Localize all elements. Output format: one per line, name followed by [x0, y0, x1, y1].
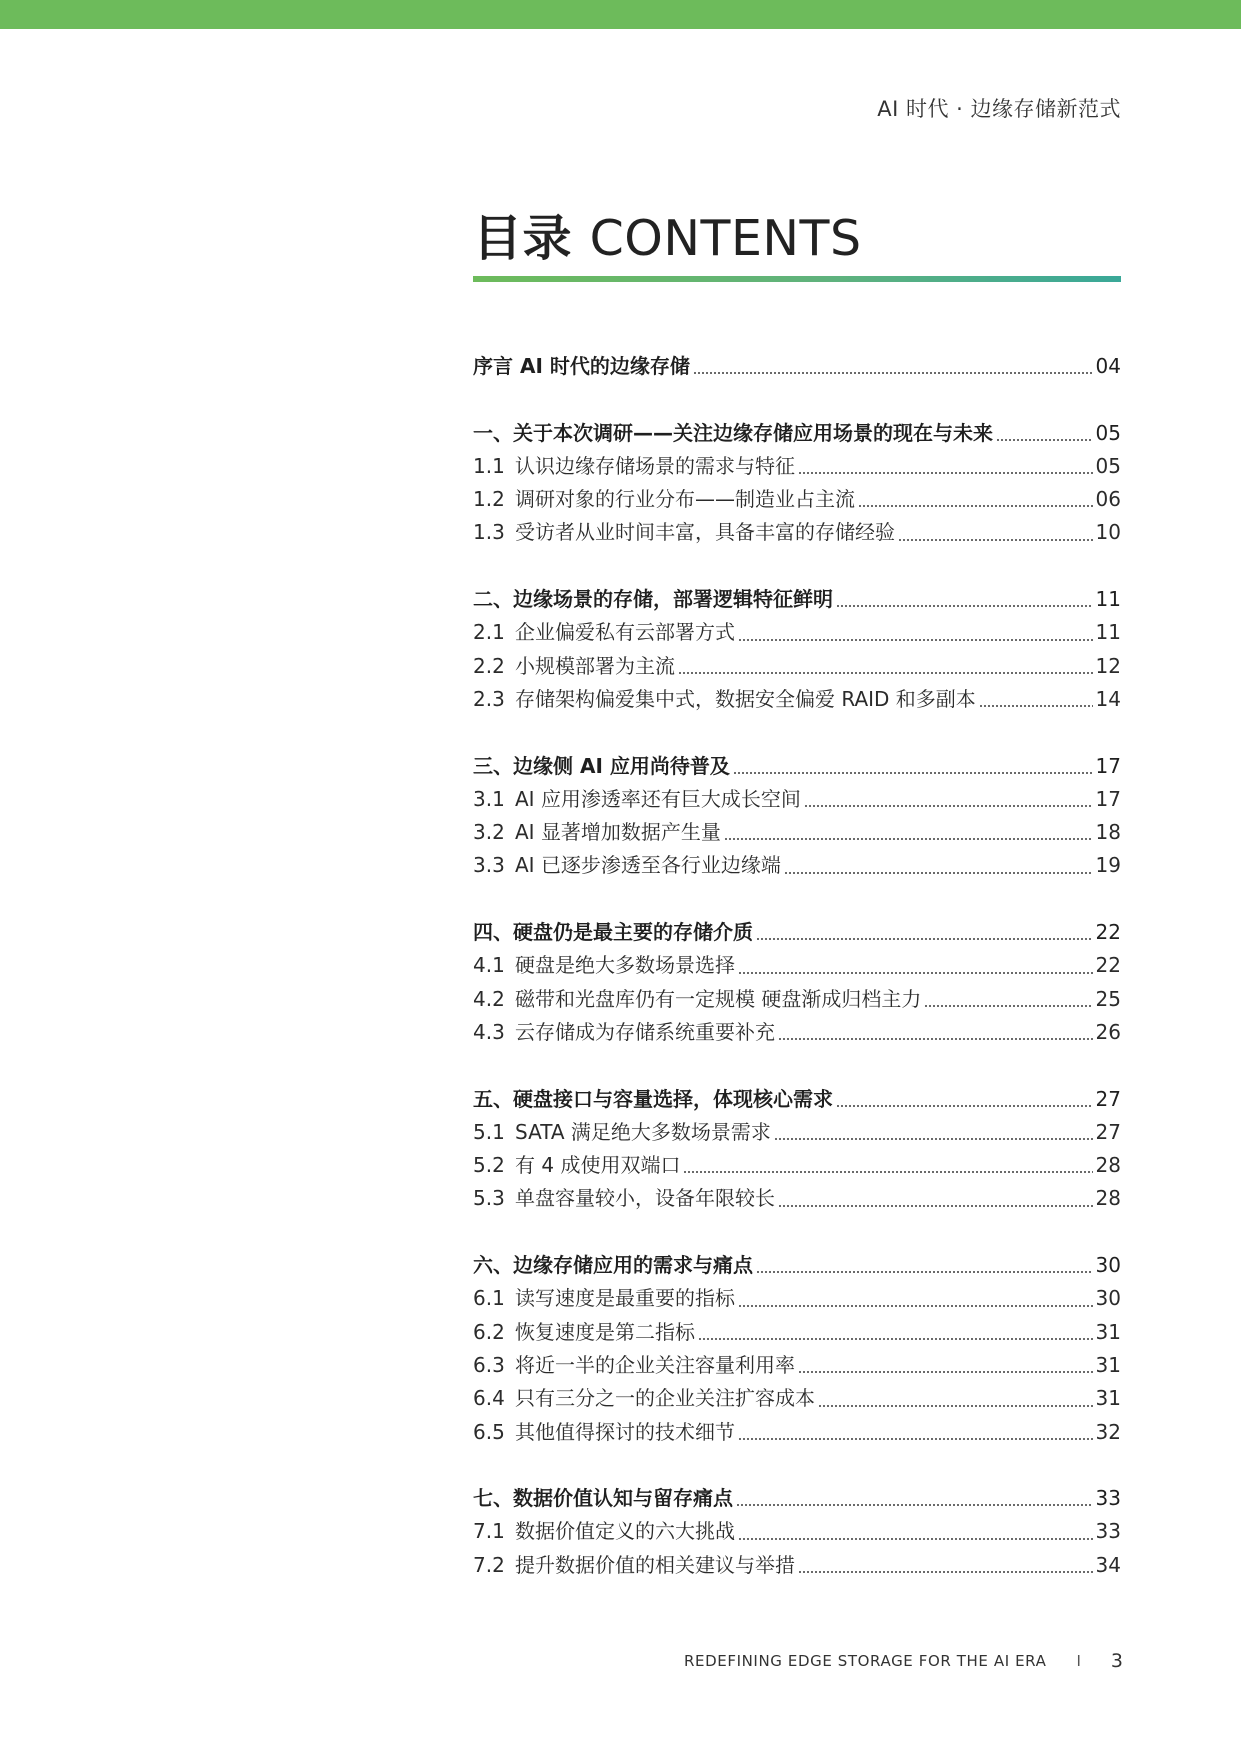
- footer-running-title: REDEFINING EDGE STORAGE FOR THE AI ERA: [684, 1652, 1047, 1670]
- toc-entry-label: 二、边缘场景的存储，部署逻辑特征鲜明: [473, 587, 833, 612]
- footer-separator: I: [1076, 1652, 1081, 1670]
- toc-group: [473, 916, 1121, 1049]
- toc-page-number: 33: [1095, 1486, 1121, 1511]
- toc-section-entry[interactable]: [473, 783, 1121, 816]
- toc-entry-label: 单盘容量较小，设备年限较长: [515, 1186, 775, 1211]
- toc-section-entry[interactable]: [473, 1515, 1121, 1548]
- toc-section-entry[interactable]: [473, 1182, 1121, 1215]
- top-accent-bar: [0, 0, 1241, 29]
- dot-leader: [784, 872, 1093, 874]
- toc-page-number: 19: [1095, 853, 1121, 878]
- toc-page-number: 22: [1095, 953, 1121, 978]
- toc-group: [473, 750, 1121, 883]
- toc-section-entry[interactable]: [473, 849, 1121, 882]
- toc-chapter-entry[interactable]: [473, 1083, 1121, 1116]
- toc-section-number: 3.1: [473, 786, 505, 811]
- dot-leader: [756, 938, 1093, 940]
- dot-leader: [996, 439, 1093, 441]
- toc-entry-label: 有 4 成使用双端口: [515, 1153, 681, 1178]
- dot-leader: [756, 1271, 1093, 1273]
- toc-entry-label: 五、硬盘接口与容量选择，体现核心需求: [473, 1086, 833, 1111]
- toc-page-number: 31: [1095, 1386, 1121, 1411]
- toc-page-number: 11: [1095, 620, 1121, 645]
- toc-entry-label: 磁带和光盘库仍有一定规模 硬盘渐成归档主力: [515, 986, 922, 1011]
- toc-page-number: 04: [1095, 354, 1121, 378]
- toc-entry-label: 提升数据价值的相关建议与举措: [515, 1552, 795, 1577]
- dot-leader: [798, 1371, 1093, 1373]
- toc-chapter-entry[interactable]: [473, 1249, 1121, 1282]
- toc-page-number: 25: [1095, 986, 1121, 1011]
- toc-chapter-entry[interactable]: [473, 417, 1121, 450]
- toc-entry-label: 七、数据价值认知与留存痛点: [473, 1486, 733, 1511]
- dot-leader: [798, 472, 1093, 474]
- dot-leader: [738, 639, 1093, 641]
- toc-entry-label: 小规模部署为主流: [515, 653, 675, 678]
- toc-section-entry[interactable]: [473, 949, 1121, 982]
- toc-entry-label: 数据价值定义的六大挑战: [515, 1519, 735, 1544]
- toc-section-number: 6.5: [473, 1419, 505, 1444]
- toc-page-number: 27: [1095, 1119, 1121, 1144]
- toc-section-number: 1.3: [473, 520, 505, 545]
- toc-entry-label: 只有三分之一的企业关注扩容成本: [515, 1386, 815, 1411]
- dot-leader: [678, 672, 1093, 674]
- toc-page-number: 27: [1095, 1086, 1121, 1111]
- toc-entry-label: 云存储成为存储系统重要补充: [515, 1019, 775, 1044]
- running-header: AI 时代 · 边缘存储新范式: [877, 97, 1121, 121]
- dot-leader: [804, 805, 1093, 807]
- toc-group: [473, 1249, 1121, 1449]
- toc-section-entry[interactable]: [473, 1382, 1121, 1415]
- toc-section-number: 5.2: [473, 1153, 505, 1178]
- toc-chapter-entry[interactable]: [473, 916, 1121, 949]
- toc-section-number: 1.1: [473, 453, 505, 478]
- toc-chapter-entry[interactable]: [473, 1482, 1121, 1515]
- toc-group: [473, 350, 1121, 383]
- toc-section-entry[interactable]: [473, 1116, 1121, 1149]
- toc-page-number: 28: [1095, 1186, 1121, 1211]
- page-number: 3: [1110, 1650, 1123, 1672]
- toc-section-number: 3.3: [473, 853, 505, 878]
- toc-section-number: 4.3: [473, 1019, 505, 1044]
- dot-leader: [818, 1405, 1093, 1407]
- toc-section-number: 6.3: [473, 1352, 505, 1377]
- toc-section-entry[interactable]: [473, 1549, 1121, 1582]
- toc-section-number: 3.2: [473, 820, 505, 845]
- dot-leader: [738, 972, 1093, 974]
- dot-leader: [979, 705, 1093, 707]
- toc-page-number: 11: [1095, 587, 1121, 612]
- toc-page-number: 14: [1095, 686, 1121, 711]
- dot-leader: [738, 1305, 1093, 1307]
- contents-heading: [473, 200, 862, 270]
- toc-section-entry[interactable]: [473, 983, 1121, 1016]
- toc-group: [473, 583, 1121, 716]
- toc-entry-label: 一、关于本次调研——关注边缘存储应用场景的现在与未来: [473, 420, 993, 445]
- toc-page-number: 05: [1095, 453, 1121, 478]
- dot-leader: [898, 539, 1093, 541]
- toc-page-number: 28: [1095, 1153, 1121, 1178]
- toc-page-number: 30: [1095, 1253, 1121, 1278]
- toc-section-number: 6.1: [473, 1286, 505, 1311]
- toc-group: [473, 1482, 1121, 1582]
- dot-leader: [778, 1205, 1093, 1207]
- toc-entry-label: 序言 AI 时代的边缘存储: [473, 354, 690, 378]
- toc-section-number: 7.1: [473, 1519, 505, 1544]
- dot-leader: [683, 1171, 1092, 1173]
- toc-page-number: 26: [1095, 1019, 1121, 1044]
- toc-entry-label: AI 显著增加数据产生量: [515, 820, 721, 845]
- toc-section-entry[interactable]: [473, 1282, 1121, 1315]
- toc-entry-label: 恢复速度是第二指标: [515, 1319, 695, 1344]
- dot-leader: [698, 1338, 1093, 1340]
- table-of-contents: [473, 350, 1121, 1615]
- toc-section-number: 1.2: [473, 487, 505, 512]
- toc-section-number: 4.1: [473, 953, 505, 978]
- toc-entry-label: 认识边缘存储场景的需求与特征: [515, 453, 795, 478]
- contents-heading-latin: CONTENTS: [589, 210, 862, 267]
- toc-page-number: 30: [1095, 1286, 1121, 1311]
- toc-page-number: 32: [1095, 1419, 1121, 1444]
- toc-section-entry[interactable]: [473, 650, 1121, 683]
- toc-entry-label: SATA 满足绝大多数场景需求: [515, 1119, 771, 1144]
- toc-section-number: 4.2: [473, 986, 505, 1011]
- dot-leader: [836, 1105, 1093, 1107]
- toc-page-number: 06: [1095, 487, 1121, 512]
- toc-page-number: 34: [1095, 1552, 1121, 1577]
- toc-page-number: 22: [1095, 920, 1121, 945]
- toc-entry-label: 四、硬盘仍是最主要的存储介质: [473, 920, 753, 945]
- toc-entry-label: 读写速度是最重要的指标: [515, 1286, 735, 1311]
- dot-leader: [798, 1571, 1093, 1573]
- toc-page-number: 17: [1095, 786, 1121, 811]
- toc-section-number: 2.3: [473, 686, 505, 711]
- dot-leader: [924, 1005, 1092, 1007]
- toc-section-entry[interactable]: [473, 483, 1121, 516]
- toc-section-entry[interactable]: [473, 450, 1121, 483]
- toc-entry-label: 受访者从业时间丰富，具备丰富的存储经验: [515, 520, 895, 545]
- toc-section-number: 2.1: [473, 620, 505, 645]
- toc-page-number: 12: [1095, 653, 1121, 678]
- toc-entry-label: 六、边缘存储应用的需求与痛点: [473, 1253, 753, 1278]
- toc-page-number: 10: [1095, 520, 1121, 545]
- heading-underline: [473, 276, 1121, 282]
- toc-chapter-entry[interactable]: [473, 350, 1121, 383]
- toc-section-entry[interactable]: [473, 1016, 1121, 1049]
- toc-group: [473, 1083, 1121, 1216]
- dot-leader: [733, 772, 1093, 774]
- toc-chapter-entry[interactable]: [473, 583, 1121, 616]
- contents-heading-cjk: 目录: [473, 210, 573, 267]
- toc-entry-label: 存储架构偏爱集中式，数据安全偏爱 RAID 和多副本: [515, 686, 976, 711]
- dot-leader: [736, 1504, 1093, 1506]
- toc-entry-label: 三、边缘侧 AI 应用尚待普及: [473, 753, 730, 778]
- toc-entry-label: AI 应用渗透率还有巨大成长空间: [515, 786, 801, 811]
- toc-section-number: 6.4: [473, 1386, 505, 1411]
- toc-page-number: 05: [1095, 420, 1121, 445]
- toc-section-number: 6.2: [473, 1319, 505, 1344]
- toc-section-number: 5.3: [473, 1186, 505, 1211]
- page-footer: [684, 1650, 1123, 1672]
- toc-entry-label: 硬盘是绝大多数场景选择: [515, 953, 735, 978]
- toc-section-entry[interactable]: [473, 1149, 1121, 1182]
- toc-entry-label: 其他值得探讨的技术细节: [515, 1419, 735, 1444]
- toc-section-entry[interactable]: [473, 683, 1121, 716]
- toc-section-entry[interactable]: [473, 1416, 1121, 1449]
- toc-chapter-entry[interactable]: [473, 750, 1121, 783]
- dot-leader: [778, 1038, 1093, 1040]
- toc-group: [473, 417, 1121, 550]
- toc-page-number: 31: [1095, 1319, 1121, 1344]
- dot-leader: [774, 1138, 1093, 1140]
- toc-page-number: 17: [1095, 753, 1121, 778]
- toc-section-number: 5.1: [473, 1119, 505, 1144]
- toc-page-number: 18: [1095, 820, 1121, 845]
- toc-section-entry[interactable]: [473, 816, 1121, 849]
- dot-leader: [738, 1538, 1093, 1540]
- dot-leader: [724, 838, 1093, 840]
- dot-leader: [738, 1438, 1093, 1440]
- toc-section-number: 2.2: [473, 653, 505, 678]
- dot-leader: [836, 605, 1093, 607]
- toc-section-entry[interactable]: [473, 1349, 1121, 1382]
- dot-leader: [693, 372, 1093, 374]
- toc-page-number: 33: [1095, 1519, 1121, 1544]
- toc-page-number: 31: [1095, 1352, 1121, 1377]
- toc-entry-label: AI 已逐步渗透至各行业边缘端: [515, 853, 781, 878]
- toc-entry-label: 调研对象的行业分布——制造业占主流: [515, 487, 855, 512]
- toc-section-entry[interactable]: [473, 516, 1121, 549]
- toc-section-number: 7.2: [473, 1552, 505, 1577]
- toc-entry-label: 将近一半的企业关注容量利用率: [515, 1352, 795, 1377]
- toc-entry-label: 企业偏爱私有云部署方式: [515, 620, 735, 645]
- dot-leader: [858, 505, 1093, 507]
- toc-section-entry[interactable]: [473, 616, 1121, 649]
- toc-section-entry[interactable]: [473, 1316, 1121, 1349]
